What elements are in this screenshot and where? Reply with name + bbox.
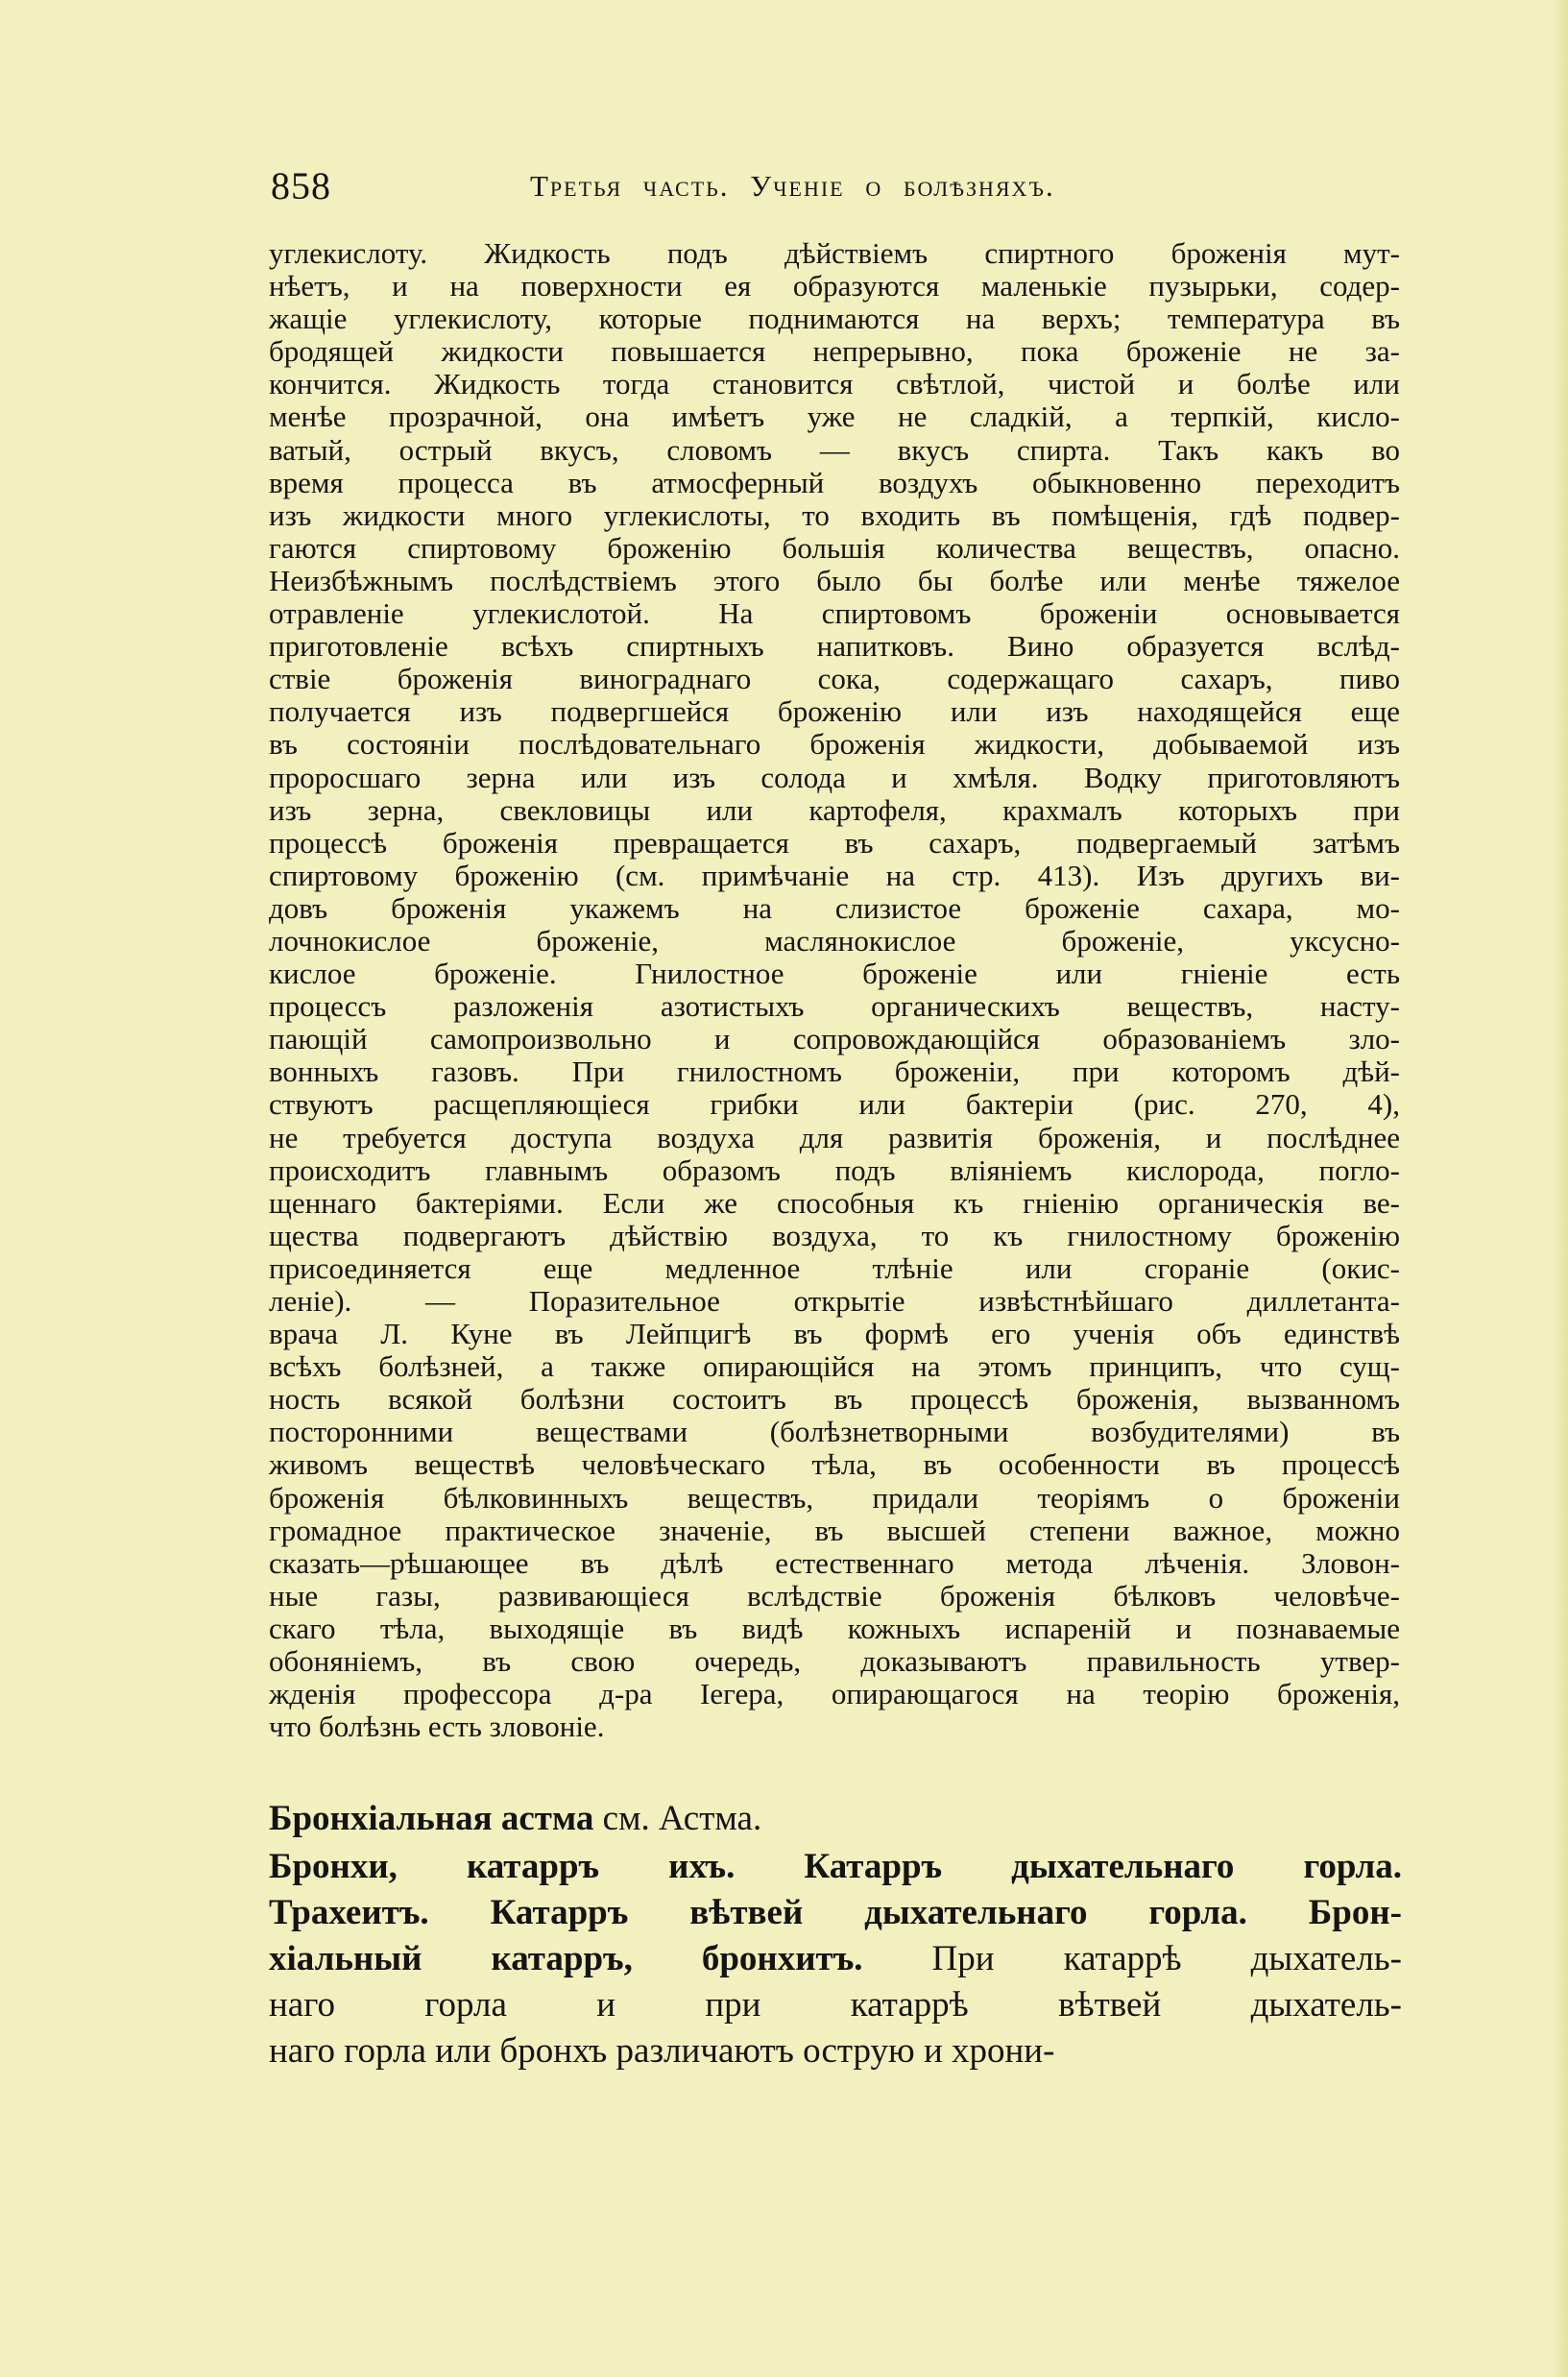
entry-heading: Бронхіальная астма	[269, 1799, 594, 1838]
text-line: громадное практическое значеніе, въ высшей степени важное, можно	[269, 1513, 1400, 1547]
entry-line	[269, 1982, 1402, 2028]
text-line: происходитъ главнымъ образомъ подъ вліяніемъ кислорода, погло-	[269, 1152, 1400, 1187]
text-line: щеннаго бактеріями. Если же способныя къ гніенію органическія ве-	[269, 1185, 1400, 1220]
text-line: жденія профессора д-ра Іегера, опирающагося на теорію броженія,	[269, 1677, 1400, 1711]
text-line: бродящей жидкости повышается непрерывно, пока броженіе не за-	[269, 334, 1400, 369]
text-line: гаются спиртовому броженію большія количества веществъ, опасно.	[269, 530, 1400, 565]
text-line: процессѣ броженія превращается въ сахаръ, подвергаемый затѣмъ	[269, 825, 1400, 860]
text-line: обоняніемъ, въ свою очередь, доказываютъ правильность утвер-	[269, 1644, 1400, 1679]
text-line: сказать—рѣшающее въ дѣлѣ естественнаго метода лѣченія. Зловон-	[269, 1545, 1400, 1580]
entry-heading: Бронхи, катарръ ихъ. Катарръ дыхательнаго горла.	[269, 1847, 1402, 1886]
text-line: въ состояніи послѣдовательнаго броженія жидкости, добываемой изъ	[269, 727, 1400, 762]
text-line: врача Л. Куне въ Лейпцигѣ въ формѣ его ученія объ единствѣ	[269, 1317, 1400, 1351]
text-line: вонныхъ газовъ. При гнилостномъ броженіи, при которомъ дѣй-	[269, 1055, 1400, 1089]
entry-line	[269, 1936, 1402, 1982]
text-line: получается изъ подвергшейся броженію или изъ находящейся еще	[269, 694, 1400, 729]
text-line: проросшаго зерна или изъ солода и хмѣля. Водку приготовляютъ	[269, 760, 1400, 794]
body-text	[269, 237, 1400, 1743]
text-line: кислое броженіе. Гнилостное броженіе или гніеніе есть	[269, 957, 1400, 991]
text-line: всѣхъ болѣзней, а также опирающійся на этомъ принципъ, что сущ-	[269, 1349, 1400, 1384]
text-line: менѣе прозрачной, она имѣетъ уже не сладкій, а терпкій, кисло-	[269, 400, 1400, 434]
text-line: жащіе углекислоту, которые поднимаются на верхъ; температура въ	[269, 302, 1400, 336]
text-line: посторонними веществами (болѣзнетворными возбудителями) въ	[269, 1415, 1400, 1449]
text-line: кончится. Жидкость тогда становится свѣтлой, чистой и болѣе или	[269, 367, 1400, 401]
text-line: броженія бѣлковинныхъ веществъ, придали теоріямъ о броженіи	[269, 1480, 1400, 1515]
text-line: ствуютъ расщепляющіеся грибки или бактеріи (рис. 270, 4),	[269, 1087, 1400, 1122]
entry-heading: хіальный катарръ, бронхитъ.	[269, 1939, 863, 1978]
entry-text: см. Астма.	[593, 1799, 762, 1838]
page-edge-shadow	[1551, 0, 1568, 2377]
running-head: Третья часть. Ученіе о болѣзняхъ.	[530, 169, 1055, 203]
entry-line	[269, 1844, 1402, 1890]
text-line: живомъ веществѣ человѣческаго тѣла, въ особенности въ процессѣ	[269, 1447, 1400, 1482]
text-line: процессъ разложенія азотистыхъ органическихъ веществъ, насту-	[269, 989, 1400, 1024]
entry-text: наго горла или бронхъ различаютъ острую и хрони-	[269, 2031, 1055, 2071]
text-line: ватый, острый вкусъ, словомъ — вкусъ спирта. Такъ какъ во	[269, 432, 1400, 467]
entry-line	[269, 1890, 1402, 1936]
page-number: 858	[271, 164, 331, 207]
text-line: Неизбѣжнымъ послѣдствіемъ этого было бы болѣе или менѣе тяжелое	[269, 563, 1400, 597]
page-header	[271, 156, 1404, 213]
entry-line	[269, 1796, 1402, 1842]
text-line: спиртовому броженію (см. примѣчаніе на стр. 413). Изъ другихъ ви-	[269, 858, 1400, 892]
text-line: изъ жидкости много углекислоты, то входить въ помѣщенія, гдѣ подвер-	[269, 497, 1400, 532]
text-line: ствіе броженія винограднаго сока, содержащаго сахаръ, пиво	[269, 662, 1400, 696]
text-line: скаго тѣла, выходящіе въ видѣ кожныхъ испареній и познаваемые	[269, 1611, 1400, 1645]
text-line: присоединяется еще медленное тлѣніе или сгораніе (окис-	[269, 1250, 1400, 1285]
text-line: изъ зерна, свекловицы или картофеля, крахмалъ которыхъ при	[269, 792, 1400, 827]
text-line: леніе). — Поразительное открытіе извѣстнѣйшаго диллетанта-	[269, 1284, 1400, 1318]
entry-bronchi-catarrh	[269, 1844, 1402, 2074]
entry-text: При катаррѣ дыхатель-	[862, 1939, 1402, 1978]
text-line: довъ броженія укажемъ на слизистое броженіе сахара, мо-	[269, 890, 1400, 925]
entry-bronchial-asthma	[269, 1796, 1402, 1842]
text-line: время процесса въ атмосферный воздухъ обыкновенно переходитъ	[269, 465, 1400, 499]
text-line: углекислоту. Жидкость подъ дѣйствіемъ спиртного броженія мут-	[269, 236, 1400, 270]
text-line: отравленіе углекислотой. На спиртовомъ броженіи основывается	[269, 596, 1400, 631]
entry-heading: Трахеитъ. Катарръ вѣтвей дыхательнаго горла. Брон-	[269, 1893, 1402, 1932]
text-line: не требуется доступа воздуха для развитія броженія, и послѣднее	[269, 1120, 1400, 1154]
text-line: приготовленіе всѣхъ спиртныхъ напитковъ. Вино образуется вслѣд-	[269, 629, 1400, 664]
text-line: щества подвергаютъ дѣйствію воздуха, то къ гнилостному броженію	[269, 1218, 1400, 1252]
text-line: ность всякой болѣзни состоитъ въ процессѣ броженія, вызванномъ	[269, 1382, 1400, 1417]
text-line: пающій самопроизвольно и сопровождающійся образованіемъ зло-	[269, 1022, 1400, 1056]
text-line: нѣетъ, и на поверхности ея образуются маленькіе пузырьки, содер-	[269, 269, 1400, 303]
text-line: ные газы, развивающіеся вслѣдствіе броженія бѣлковъ человѣче-	[269, 1578, 1400, 1613]
text-line: лочнокислое броженіе, маслянокислое броженіе, уксусно-	[269, 923, 1400, 958]
entry-text: наго горла и при катаррѣ вѣтвей дыхатель-	[269, 1985, 1402, 2025]
text-line: что болѣзнь есть зловоніе.	[269, 1710, 605, 1744]
entry-line	[269, 2028, 1402, 2074]
